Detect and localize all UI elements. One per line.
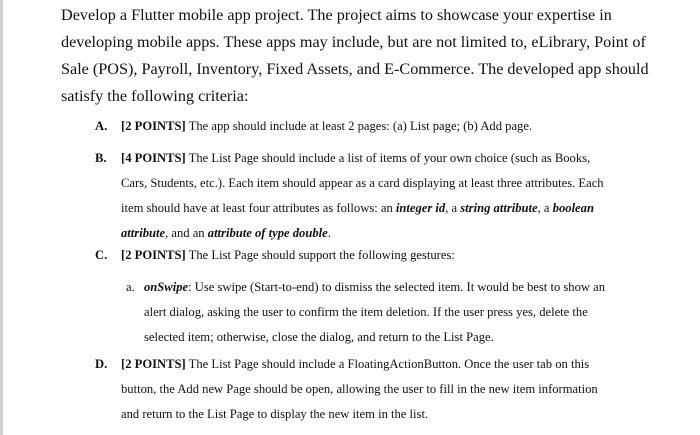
criterion-b-sep-3: , and an [165,226,208,240]
criterion-b-end: . [327,226,331,240]
criterion-d-text [121,352,651,427]
criterion-d-line-1: The List Page should include a FloatingActionButton. Once the user tab on this [185,357,590,371]
criterion-a-text [121,114,651,139]
criterion-b-text [121,146,651,246]
sub-a-line-1: : Use swipe (Start-to-end) to dismiss the selected item. It would be best to show an [188,280,606,294]
criterion-b-sep-1: , a [445,201,461,215]
intro-line-1: Develop a Flutter mobile app project. The project aims to showcase your expertise in [61,6,612,24]
sub-a-line-3: selected item; otherwise, close the dialog, and return to the List Page. [144,330,494,344]
criterion-b-line-1: The List Page should include a list of items of your own choice (such as Books, [185,151,591,165]
criterion-b-line-2: Cars, Students, etc.). Each item should appear as a card displaying at least three attributes. Each [121,176,604,190]
criterion-b-line-3-pre: item should have at least four attributes as follows: an [121,201,396,215]
criterion-c-text [121,243,651,268]
sub-a-marker: a. [126,280,135,294]
criterion-d-marker: D. [95,357,108,371]
on-swipe-term: onSwipe [144,280,189,294]
criterion-d-line-3: and return to the List Page to display the new item in the list. [121,407,429,421]
criterion-b-sep-2: , a [537,201,553,215]
boolean-attribute-term: attribute [121,226,166,240]
criterion-a-marker: A. [95,119,108,133]
criterion-c-marker: C. [95,248,108,262]
boolean-term: boolean [552,201,594,215]
intro-line-3: Sale (POS), Payroll, Inventory, Fixed Assets, and E-Commerce. The developed app should [61,60,649,78]
sub-a-line-2: alert dialog, asking the user to confirm the item deletion. If the user press yes, delete the [144,305,588,319]
intro-line-4: satisfy the following criteria: [61,87,249,105]
intro-paragraph [61,2,649,110]
sub-a-text [144,275,654,350]
criterion-a-points: [2 POINTS] [121,119,186,133]
criterion-d-points: [2 POINTS] [121,357,186,371]
criterion-b-marker: B. [95,151,107,165]
intro-line-2: developing mobile apps. These apps may include, but are not limited to, eLibrary, Point of [61,33,646,51]
criterion-b-points: [4 POINTS] [121,151,186,165]
criterion-d-line-2: button, the Add new Page should be open, allowing the user to fill in the new item information [121,382,598,396]
integer-id-term: integer id [395,201,446,215]
criterion-c-points: [2 POINTS] [121,248,186,262]
double-attribute-term: attribute of type double [207,226,328,240]
criterion-c-line-1: The List Page should support the following gestures: [185,248,455,262]
string-attribute-term: string attribute [460,201,538,215]
criterion-a-line-1: The app should include at least 2 pages: (a) List page; (b) Add page. [185,119,533,133]
